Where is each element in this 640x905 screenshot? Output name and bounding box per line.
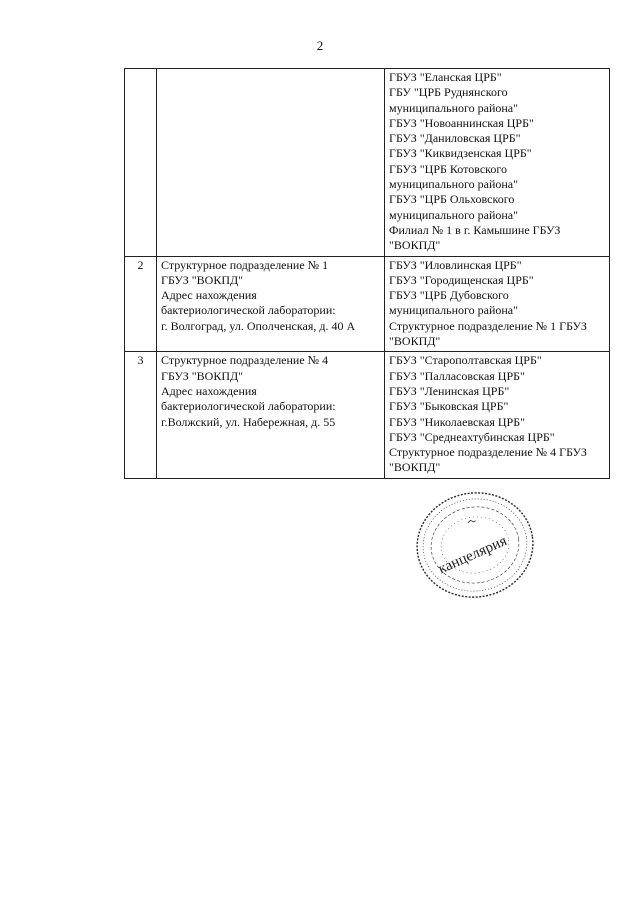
organization-line: муниципального района" [389, 177, 519, 192]
organization-line: ГБУЗ "Быковская ЦРБ" [389, 399, 509, 414]
organization-line: Филиал № 1 в г. Камышине ГБУЗ [389, 222, 561, 237]
office-stamp [411, 486, 539, 604]
row-number-cell: 3 [125, 352, 157, 478]
distribution-table [124, 68, 610, 479]
laboratory-cell [157, 256, 385, 352]
organization-line: ГБУЗ "Еланская ЦРБ" [389, 70, 502, 84]
laboratory-cell [157, 352, 385, 478]
organization-line: ГБУЗ "Среднеахтубинская ЦРБ" [389, 429, 555, 444]
organization-line: ГБУ "ЦРБ Руднянского [389, 85, 508, 100]
organization-line: ГБУЗ "ЦРБ Ольховского [389, 192, 515, 207]
laboratory-line: бактериологической лаборатории: [161, 399, 336, 414]
organization-line: Структурное подразделение № 4 ГБУЗ [389, 445, 587, 460]
organization-line: ГБУЗ "Николаевская ЦРБ" [389, 414, 525, 429]
organization-line: ГБУЗ "ЦРБ Котовского [389, 161, 507, 176]
organization-line: "ВОКПД" [389, 238, 441, 253]
organizations-cell [385, 352, 610, 478]
organization-line: ГБУЗ "Иловлинская ЦРБ" [389, 257, 522, 272]
organization-line: "ВОКПД" [389, 460, 441, 475]
organization-line: ГБУЗ "Старополтавская ЦРБ" [389, 353, 542, 368]
organization-line: ГБУЗ "ЦРБ Дубовского [389, 288, 509, 303]
laboratory-cell [157, 69, 385, 257]
laboratory-line: Адрес нахождения [161, 383, 257, 398]
organizations-cell [385, 256, 610, 352]
table-row [125, 69, 610, 257]
organization-line: муниципального района" [389, 303, 519, 318]
organization-line: ГБУЗ "Ленинская ЦРБ" [389, 383, 510, 398]
organization-line: муниципального района" [389, 100, 519, 115]
laboratory-line: Структурное подразделение № 1 [161, 257, 329, 272]
organization-line: ГБУЗ "Киквидзенская ЦРБ" [389, 146, 532, 161]
table-row [125, 256, 610, 352]
organization-line: Структурное подразделение № 1 ГБУЗ [389, 318, 587, 333]
organization-line: ГБУЗ "Новоаннинская ЦРБ" [389, 115, 534, 130]
organization-line: ГБУЗ "Даниловская ЦРБ" [389, 131, 521, 146]
table-row [125, 352, 610, 478]
laboratory-line: ГБУЗ "ВОКПД" [161, 272, 244, 287]
laboratory-line: г. Волгоград, ул. Ополченская, д. 40 А [161, 318, 356, 333]
organizations-cell [385, 69, 610, 257]
organization-line: ГБУЗ "Городищенская ЦРБ" [389, 272, 534, 287]
stamp-seal-graphic [411, 486, 539, 604]
laboratory-line: Адрес нахождения [161, 288, 257, 303]
organization-line: ГБУЗ "Палласовская ЦРБ" [389, 368, 525, 383]
organization-line: муниципального района" [389, 207, 519, 222]
laboratory-line: Структурное подразделение № 4 [161, 353, 329, 368]
row-number-cell: 2 [125, 256, 157, 352]
page-number: 2 [316, 38, 324, 53]
table-body [125, 69, 610, 479]
organization-line: "ВОКПД" [389, 334, 441, 349]
laboratory-line: г.Волжский, ул. Набережная, д. 55 [161, 414, 336, 429]
laboratory-line: бактериологической лаборатории: [161, 303, 336, 318]
stamp-text: канцелярия [436, 532, 510, 578]
laboratory-line: ГБУЗ "ВОКПД" [161, 368, 244, 383]
row-number-cell [125, 69, 157, 257]
